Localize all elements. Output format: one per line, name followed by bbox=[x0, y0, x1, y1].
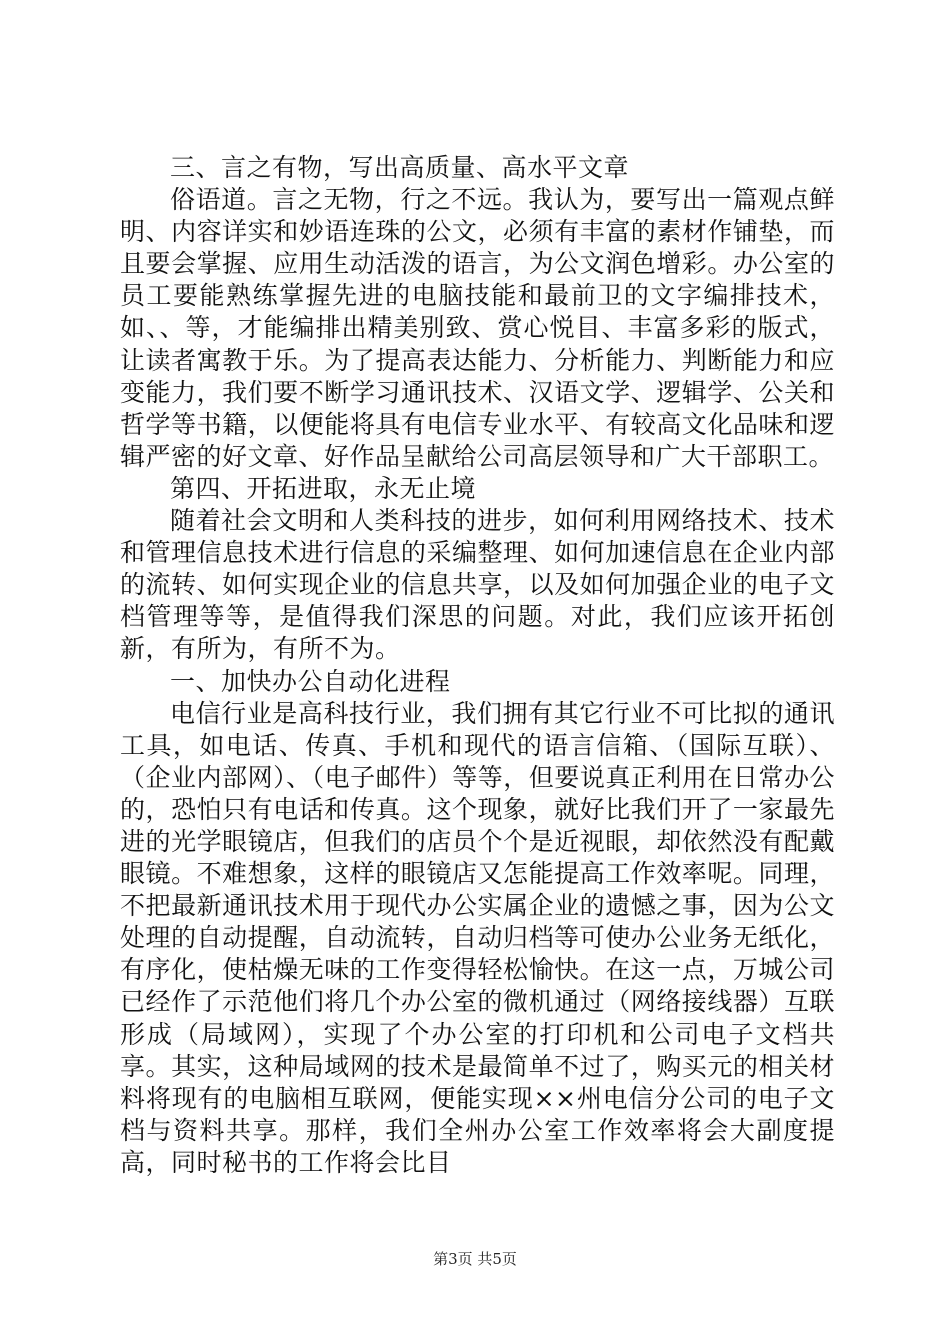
paragraph-writing-quality: 俗语道。言之无物，行之不远。我认为，要写出一篇观点鲜明、内容详实和妙语连珠的公文，必须有丰富的素材作铺垫，而且要会掌握、应用生动活泼的语言，为公文润色增彩。办公室的员工要能熟练掌握先进的电脑技能和最前卫的文字编排技术，如、、等，才能编排出精美别致、赏心悦目、丰富多彩的版式，让读者寓教于乐。为了提高表达能力、分析能力、判断能力和应变能力，我们要不断学习通讯技术、汉语文学、逻辑学、公关和哲学等书籍，以便能将具有电信专业水平、有较高文化品味和逻辑严密的好文章、好作品呈献给公司高层领导和广大干部职工。 bbox=[120, 185, 835, 471]
subsection-heading-automation: 一、加快办公自动化进程 bbox=[170, 666, 451, 696]
document-body bbox=[120, 152, 835, 1179]
page-number-footer: 第3页 共5页 bbox=[433, 1250, 517, 1268]
paragraph-innovation: 随着社会文明和人类科技的进步，如何利用网络技术、技术和管理信息技术进行信息的采编整理、如何加速信息在企业内部的流转、如何实现企业的信息共享，以及如何加强企业的电子文档管理等等，是值得我们深思的问题。对此，我们应该开拓创新，有所为，有所不为。 bbox=[120, 506, 835, 664]
section-heading-three: 三、言之有物，写出高质量、高水平文章 bbox=[170, 153, 630, 182]
section-heading-four: 第四、开拓进取，永无止境 bbox=[170, 473, 477, 503]
paragraph-office-automation: 电信行业是高科技行业，我们拥有其它行业不可比拟的通讯工具，如电话、传真、手机和现代的语言信箱、（国际互联）、（企业内部网）、（电子邮件）等等，但要说真正利用在日常办公的，恐怕只有电话和传真。这个现象，就好比我们开了一家最先进的光学眼镜店，但我们的店员个个是近视眼，却依然没有配戴眼镜。不难想象，这样的眼镜店又怎能提高工作效率呢。同理，不把最新通讯技术用于现代办公实属企业的遗憾之事，因为公文处理的自动提醒，自动流转，自动归档等可使办公业务无纸化，有序化，使枯燥无味的工作变得轻松愉快。在这一点，万城公司已经作了示范他们将几个办公室的微机通过（网络接线器）互联形成（局域网），实现了个办公室的打印机和公司电子文档共享。其实，这种局域网的技术是最简单不过了，购买元的相关材料将现有的电脑相互联网，便能实现××州电信分公司的电子文档与资料共享。那样，我们全州办公室工作效率将会大副度提高，同时秘书的工作将会比目 bbox=[120, 698, 835, 1177]
